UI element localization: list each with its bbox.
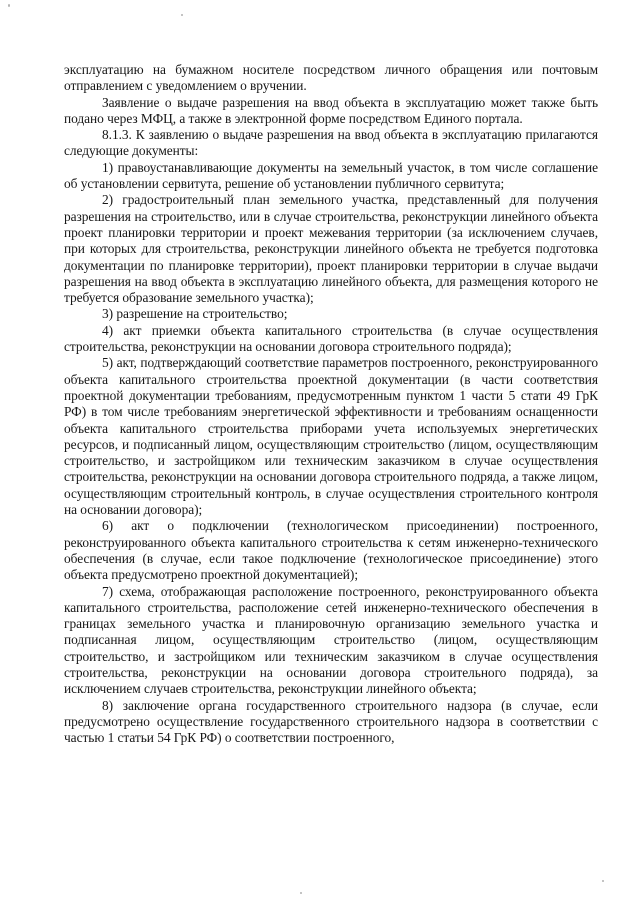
- list-item-5: 5) акт, подтверждающий соответствие параметров построенного, реконструированного объекта капитального строительства проектной документации (в части соответствия проектной документации требованиям, предусмотренным пунктом 1 части 5 стати 49 ГрК РФ) в том числе требованиям энергетической эффективности и требованиям оснащенности объекта капитального строительства приборами учета используемых энергетических ресурсов, и подписанный лицом, осуществляющим строительство (лицом, осуществляющим строительство, и застройщиком или техническим заказчиком в случае осуществления строительства, реконструкции на основании договора строительного подряда, а также лицом, осуществляющим строительный контроль, в случае осуществления строительного контроля на основании договора);: [64, 355, 598, 518]
- scan-speck: [602, 880, 604, 882]
- list-item-7: 7) схема, отображающая расположение построенного, реконструированного объекта капитального строительства, расположение сетей инженерно-технического обеспечения в границах земельного участка и планировочную организацию земельного участка и подписанная лицом, осуществляющим строительство (лицом, осуществляющим строительство, и застройщиком или техническим заказчиком в случае осуществления строительства, реконструкции на основании договора строительного подряда), за исключением случаев строительства, реконструкции линейного объекта;: [64, 583, 598, 697]
- list-item-1: 1) правоустанавливающие документы на земельный участок, в том числе соглашение об установлении сервитута, решение об установлении публичного сервитута;: [64, 159, 598, 192]
- scan-speck: [300, 892, 302, 894]
- scan-speck: [8, 4, 10, 7]
- list-item-4: 4) акт приемки объекта капитального строительства (в случае осуществления строительства, реконструкции на основании договора строительного подряда);: [64, 322, 598, 355]
- list-item-6: 6) акт о подключении (технологическом присоединении) построенного, реконструированного объекта капитального строительства к сетям инженерно-технического обеспечения (в случае, если такое подключение (технологическое присоединение) этого объекта предусмотрено проектной документацией);: [64, 518, 598, 583]
- paragraph-continuation: эксплуатацию на бумажном носителе посредством личного обращения или почтовым отправлением с уведомлением о вручении.: [64, 62, 598, 94]
- list-item-3: 3) разрешение на строительство;: [102, 306, 288, 322]
- paragraph-mfc-application: Заявление о выдаче разрешения на ввод объекта в эксплуатацию может также быть подано через МФЦ, а также в электронной форме посредством Единого портала.: [64, 94, 598, 126]
- scan-speck: [181, 14, 183, 16]
- list-item-2: 2) градостроительный план земельного участка, представленный для получения разрешения на строительство, или в случае строительства, реконструкции линейного объекта проект планировки территории и проект межевания территории (за исключением случаев, при которых для строительства, реконструкции линейного объекта не требуется подготовка документации по планировке территории), проект планировки территории в случае выдачи разрешения на ввод объекта в эксплуатацию линейного объекта, для размещения которого не требуется образование земельного участка);: [64, 192, 598, 306]
- paragraph-8-1-3: 8.1.3. К заявлению о выдаче разрешения на ввод объекта в эксплуатацию прилагаются следующие документы:: [64, 127, 598, 159]
- list-item-8: 8) заключение органа государственного строительного надзора (в случае, если предусмотрено осуществление государственного строительного надзора в соответствии с частью 1 статьи 54 ГрК РФ) о соответствии построенного,: [64, 697, 598, 746]
